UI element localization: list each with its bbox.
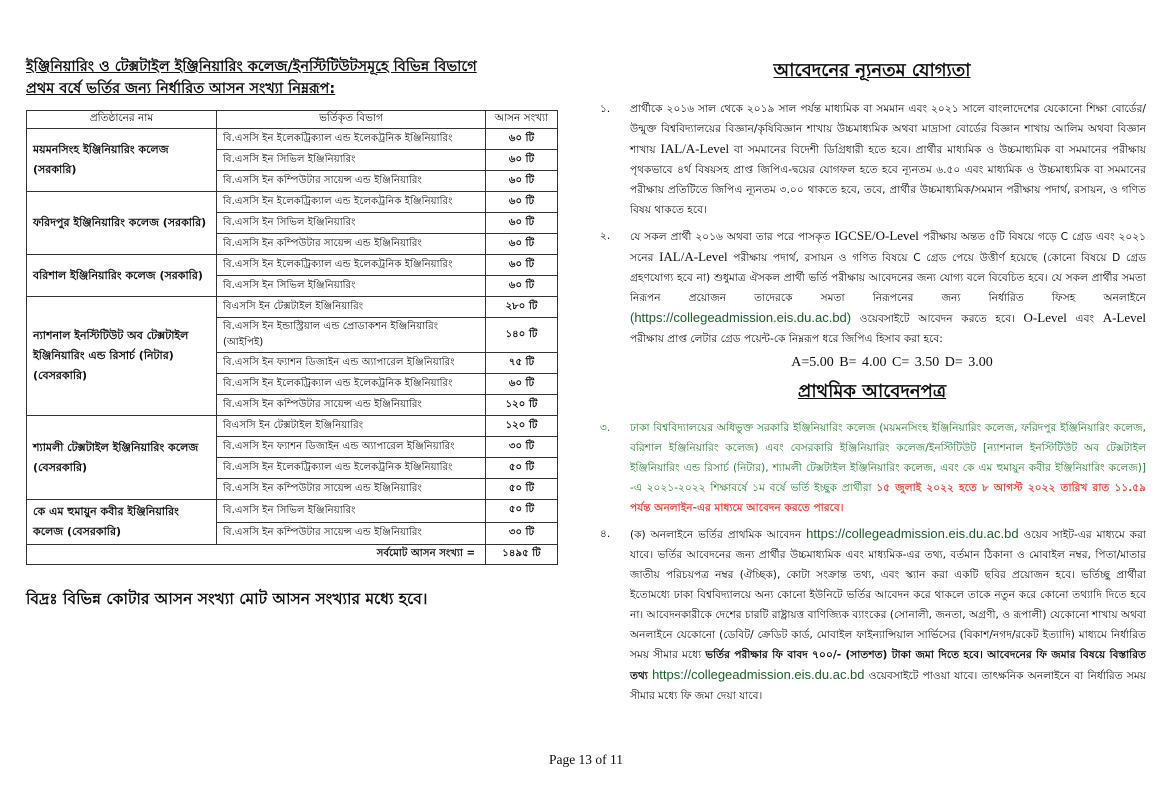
list-item — [598, 99, 1146, 220]
item-text: যে সকল প্রার্থী ২০১৬ অথবা তার পরে পাসকৃত — [630, 231, 831, 243]
seat-count: ১৪০ টি — [486, 318, 558, 353]
department-name: বিএসসি ইন টেক্সটাইল ইঞ্জিনিয়ারিং — [217, 416, 486, 437]
seat-count: ২৮০ টি — [486, 297, 558, 318]
item-text: (ক) অনলাইনে ভর্তির প্রাথমিক আবেদন — [630, 529, 802, 541]
item-latin: O-Level — [1023, 310, 1067, 325]
seat-allocation-section — [26, 56, 560, 613]
grade-point-scale: A=5.00 B= 4.00 C= 3.50 D= 3.00 — [791, 355, 993, 370]
fee-notice: ভর্তির পরীক্ষার ফি বাবদ ৭০০/- (সাতশত) টাকা জমা দিতে হবে। আবেদনের ফি জমার বিষয়ে বিস্তারিত তথ্য — [630, 649, 1146, 682]
item-text: ওয়েবসাইটে আবেদন করতে হবে। — [859, 313, 1015, 325]
seat-count: ৬০ টি — [486, 234, 558, 255]
item-number: ৩. — [600, 422, 611, 434]
item-text: এবং — [1075, 313, 1095, 325]
header-department: ভর্তিকৃত বিভাগ — [217, 111, 486, 129]
seat-count: ৬০ টি — [486, 374, 558, 395]
table-row — [27, 416, 558, 437]
seat-count: ৫০ টি — [486, 479, 558, 500]
admission-link[interactable]: (https://collegeadmission.eis.du.ac.bd) — [630, 310, 852, 325]
table-header-row — [27, 111, 558, 129]
department-name: বি.এসসি ইন ইলেকট্রিক্যাল এন্ড ইলেকট্রনিক ইঞ্জিনিয়ারিং — [217, 255, 486, 276]
department-name: বি.এসসি ইন ইন্ডাস্ট্রিয়াল এন্ড প্রোডাকশন ইঞ্জিনিয়ারিং (আইপিই) — [217, 318, 486, 353]
item-text: ওয়েব সাইট-এর মাধ্যমে করা যাবে। ভর্তির আবেদনের জন্য প্রার্থীর উচ্চমাধ্যমিক এবং মাধ্যমিক-এর তথ্য, বর্তমান ঠিকানা ও মোবাইল নম্বর, পিতা/মাতার জাতীয় পরিচয়পত্র নম্বর (ঐচ্ছিক), কোটা সংক্রান্ত তথ্য, এবং স্ক্যান করা একটি ছবির প্রয়োজন হবে। ভর্তিচ্ছু প্রার্থীরা ইতোমধ্যে ঢাকা বিশ্ববিদ্যালয়ে অন্য কোনো ইউনিটে ভর্তির আবেদন করে থাকলে তাকে নতুন করে কোনো তথ্যাদি দিতে হবে না। আবেদনকারীকে দেশের চারটি রাষ্ট্রায়ত্ত বাণিজ্যিক ব্যাংকের (সোনালী, জনতা, অগ্রণী, ও রূপালী) যেকোনো শাখায় অথবা অনলাইনে যেকোনো (ডেবিট/ ক্রেডিট কার্ড, মোবাইল ফাইন্যান্সিয়াল সার্ভিসের (বিকাশ/নগদ/রকেট ইত্যাদি) মাধ্যমে নির্ধারিত সময় সীমার মধ্যে — [630, 529, 1146, 661]
total-value: ১৪৯৫ টি — [486, 545, 558, 565]
department-name: বি.এসসি ইন কম্পিউটার সায়েন্স এন্ড ইঞ্জিনিয়ারিং — [217, 479, 486, 500]
seat-count: ৬০ টি — [486, 129, 558, 150]
table-row — [27, 255, 558, 276]
department-name: বিএসসি ইন টেক্সটাইল ইঞ্জিনিয়ারিং — [217, 297, 486, 318]
item-text: পরীক্ষায় অন্তত ৫টি বিষয়ে গড়ে C গ্রেড এবং ২০২১ সনের — [630, 231, 1146, 264]
department-name: বি.এসসি ইন ইলেকট্রিক্যাল এন্ড ইলেকট্রনিক ইঞ্জিনিয়ারিং — [217, 192, 486, 213]
header-seats: আসন সংখ্যা — [486, 111, 558, 129]
seat-count: ১২০ টি — [486, 395, 558, 416]
admission-link[interactable]: https://collegeadmission.eis.du.ac.bd — [652, 667, 865, 682]
seat-table-heading — [26, 56, 560, 100]
eligibility-section — [598, 56, 1146, 712]
item-latin: A-Level — [1102, 310, 1146, 325]
total-label: সর্বমোট আসন সংখ্যা = — [27, 545, 486, 565]
seat-table — [26, 110, 558, 565]
total-row — [27, 545, 558, 565]
item-text: পরীক্ষায় প্রাপ্ত লেটার গ্রেড পয়েন্ট-কে নিম্নরূপ ধরে জিপিএ হিসাব করা হবে: — [630, 333, 943, 345]
list-item — [598, 524, 1146, 706]
table-row — [27, 129, 558, 150]
seat-count: ৬০ টি — [486, 213, 558, 234]
institution-name: ফরিদপুর ইঞ্জিনিয়ারিং কলেজ (সরকারি) — [27, 192, 217, 255]
item-text: বা সমমানের বিদেশী ডিগ্রিধারী হতে হবে। প্রার্থীর মাধ্যমিক ও উচ্চমাধ্যমিক বা সমমানের পরীক্ষায় পৃথকভাবে ৪র্থ বিষয়সহ প্রাপ্ত জিপিএ-দ্বয়ের যোগফল হতে হবে ন্যূনতম ৬.৫০ এবং মাধ্যমিক ও উচ্চমাধ্যমিক বা সমমানের পরীক্ষায় প্রতিটিতে জিপিএ ন্যূনতম ৩.০০ থাকতে হবে, তবে, প্রার্থীর উচ্চমাধ্যমিক/সমমান পরীক্ষায় পদার্থ, রসায়ন, ও গণিত বিষয় থাকতে হবে। — [630, 144, 1146, 216]
seat-count: ৬০ টি — [486, 192, 558, 213]
table-row — [27, 297, 558, 318]
seat-count: ৬০ টি — [486, 276, 558, 297]
table-row — [27, 192, 558, 213]
heading-line-2: প্রথম বর্ষে ভর্তির জন্য নির্ধারিত আসন সংখ্যা নিম্নরূপ: — [26, 81, 336, 97]
item-number: ২. — [600, 230, 611, 242]
item-latin: IAL/A-Level — [660, 141, 730, 156]
department-name: বি.এসসি ইন ফ্যাশন ডিজাইন এন্ড অ্যাপারেল ইঞ্জিনিয়ারিং — [217, 353, 486, 374]
seat-count: ৬০ টি — [486, 150, 558, 171]
item-text: প্রার্থীকে ২০১৬ সাল থেকে ২০১৯ সাল পর্যন্ত মাধ্যমিক বা সমমান এবং ২০২১ সালে বাংলাদেশের যেকোনো শিক্ষা বোর্ডের/উন্মুক্ত বিশ্ববিদ্যালয়ের বিজ্ঞান/কৃষিবিজ্ঞান শাখায় উচ্চমাধ্যমিক অথবা মাদ্রাসা বোর্ডের বিজ্ঞান শাখায় আলিম অথবা বিজ্ঞান শাখায় — [630, 103, 1146, 156]
department-name: বি.এসসি ইন সিভিল ইঞ্জিনিয়ারিং — [217, 213, 486, 234]
department-name: বি.এসসি ইন ইলেকট্রিক্যাল এন্ড ইলেকট্রনিক ইঞ্জিনিয়ারিং — [217, 374, 486, 395]
item-number: ৪. — [600, 528, 611, 540]
list-item — [598, 226, 1146, 349]
department-name: বি.এসসি ইন কম্পিউটার সায়েন্স এন্ড ইঞ্জিনিয়ারিং — [217, 395, 486, 416]
seat-count: ৬০ টি — [486, 171, 558, 192]
seat-count: ৬০ টি — [486, 255, 558, 276]
institution-name: শ্যামলী টেক্সটাইল ইঞ্জিনিয়ারিং কলেজ (বেসরকারি) — [27, 416, 217, 500]
seat-count: ৭৫ টি — [486, 353, 558, 374]
seat-count: ৩০ টি — [486, 522, 558, 545]
item-text: ঢাকা বিশ্ববিদ্যালয়ের অধিভুক্ত সরকারি ইঞ্জিনিয়ারিং কলেজ (ময়মনসিংহ ইঞ্জিনিয়ারিং কলেজ, ফরিদপুর ইঞ্জিনিয়ারিং কলেজ, বরিশাল ইঞ্জিনিয়ারিং কলেজ) এবং বেসরকারি ইঞ্জিনিয়ারিং কলেজ/ইনস্টিটিউট [ন্যাশনাল ইনস্টিটিউট অব টেক্সটাইল ইঞ্জিনিয়ারিং এন্ড রিসার্চ (নিটার), শ্যামলী টেক্সটাইল ইঞ্জিনিয়ারিং কলেজ, এবং কে এম হুমায়ুন কবীর ইঞ্জিনিয়ারিং কলেজ)] -এ ২০২১-২০২২ শিক্ষাবর্ষে ১ম বর্ষে ভর্তি ইচ্ছুক প্রার্থীরা — [630, 422, 1146, 494]
admission-link[interactable]: https://collegeadmission.eis.du.ac.bd — [806, 526, 1019, 541]
item-text: পরীক্ষায় পদার্থ, রসায়ন ও গণিত বিষয়ে C গ্রেড পেয়ে উত্তীর্ণ হয়েছে (কোনো বিষয়ে D গ্রেড গ্রহণযোগ্য হবে না) শুধুমাত্র ঐসকল প্রার্থী ভর্তি পরীক্ষায় আবেদনের জন্য যোগ্য বলে বিবেচিত হবে। যে সকল প্রার্থীর সমতা নিরূপন প্রয়োজন তাদেরকে সমতা নিরূপনের জন্য নির্ধারিত ফিসহ অনলাইনে — [630, 252, 1146, 304]
institution-name: বরিশাল ইঞ্জিনিয়ারিং কলেজ (সরকারি) — [27, 255, 217, 297]
department-name: বি.এসসি ইন কম্পিউটার সায়েন্স এন্ড ইঞ্জিনিয়ারিং — [217, 171, 486, 192]
department-name: বি.এসসি ইন সিভিল ইঞ্জিনিয়ারিং — [217, 150, 486, 171]
institution-name: ন্যাশনাল ইনস্টিটিউট অব টেক্সটাইল ইঞ্জিনিয়ারিং এন্ড রিসার্চ (নিটার) (বেসরকারি) — [27, 297, 217, 416]
seat-count: ১২০ টি — [486, 416, 558, 437]
application-title: প্রাথমিক আবেদনপত্র — [797, 381, 947, 402]
institution-name: কে এম হুমায়ুন কবীর ইঞ্জিনিয়ারিং কলেজ (বেসরকারি) — [27, 500, 217, 545]
seat-count: ৩০ টি — [486, 437, 558, 458]
department-name: বি.এসসি ইন ইলেকট্রিক্যাল এন্ড ইলেকট্রনিক ইঞ্জিনিয়ারিং — [217, 129, 486, 150]
table-row — [27, 500, 558, 523]
list-item — [598, 418, 1146, 518]
deadline-highlight: ১৫ জুলাই ২০২২ হতে ৮ আগস্ট ২০২২ তারিখ রাত ১১.৫৯ পর্যন্ত অনলাইন-এর মাধ্যমে আবেদন করতে পারবে। — [630, 482, 1146, 514]
item-number: ১. — [600, 103, 611, 115]
seat-count: ৫০ টি — [486, 458, 558, 479]
header-institution: প্রতিষ্ঠানের নাম — [27, 111, 217, 129]
page-number: Page 13 of 11 — [548, 752, 624, 767]
seat-footnote: বিদ্রঃ বিভিন্ন কোটার আসন সংখ্যা মোট আসন সংখ্যার মধ্যে হবে। — [26, 590, 428, 608]
item-text: ওয়েবসাইটে পাওয়া যাবে। তাৎক্ষনিক অনলাইনে বা নির্ধারিত সময় সীমার মধ্যে ফি জমা দেয়া যাবে। — [630, 670, 1146, 702]
heading-line-1: ইঞ্জিনিয়ারিং ও টেক্সটাইল ইঞ্জিনিয়ারিং কলেজ/ইনস্টিটিউটসমূহে বিভিন্ন বিভাগে — [26, 59, 477, 75]
eligibility-title: আবেদনের ন্যূনতম যোগ্যতা — [773, 60, 971, 81]
institution-name: ময়মনসিংহ ইঞ্জিনিয়ারিং কলেজ (সরকারি) — [27, 129, 217, 192]
department-name: বি.এসসি ইন কম্পিউটার সায়েন্স এন্ড ইঞ্জিনিয়ারিং — [217, 234, 486, 255]
department-name: বি.এসসি ইন ফ্যাশন ডিজাইন এন্ড অ্যাপারেল ইঞ্জিনিয়ারিং — [217, 437, 486, 458]
seat-count: ৫০ টি — [486, 500, 558, 523]
seat-table-body — [27, 129, 558, 565]
item-latin: IAL/A-Level — [659, 249, 728, 264]
department-name: বি.এসসি ইন কম্পিউটার সায়েন্স এন্ড ইঞ্জিনিয়ারিং — [217, 522, 486, 545]
department-name: বি.এসসি ইন সিভিল ইঞ্জিনিয়ারিং — [217, 276, 486, 297]
department-name: বি.এসসি ইন সিভিল ইঞ্জিনিয়ারিং — [217, 500, 486, 523]
department-name: বি.এসসি ইন ইলেকট্রিক্যাল এন্ড ইলেকট্রনিক ইঞ্জিনিয়ারিং — [217, 458, 486, 479]
item-latin: IGCSE/O-Level — [834, 228, 919, 243]
